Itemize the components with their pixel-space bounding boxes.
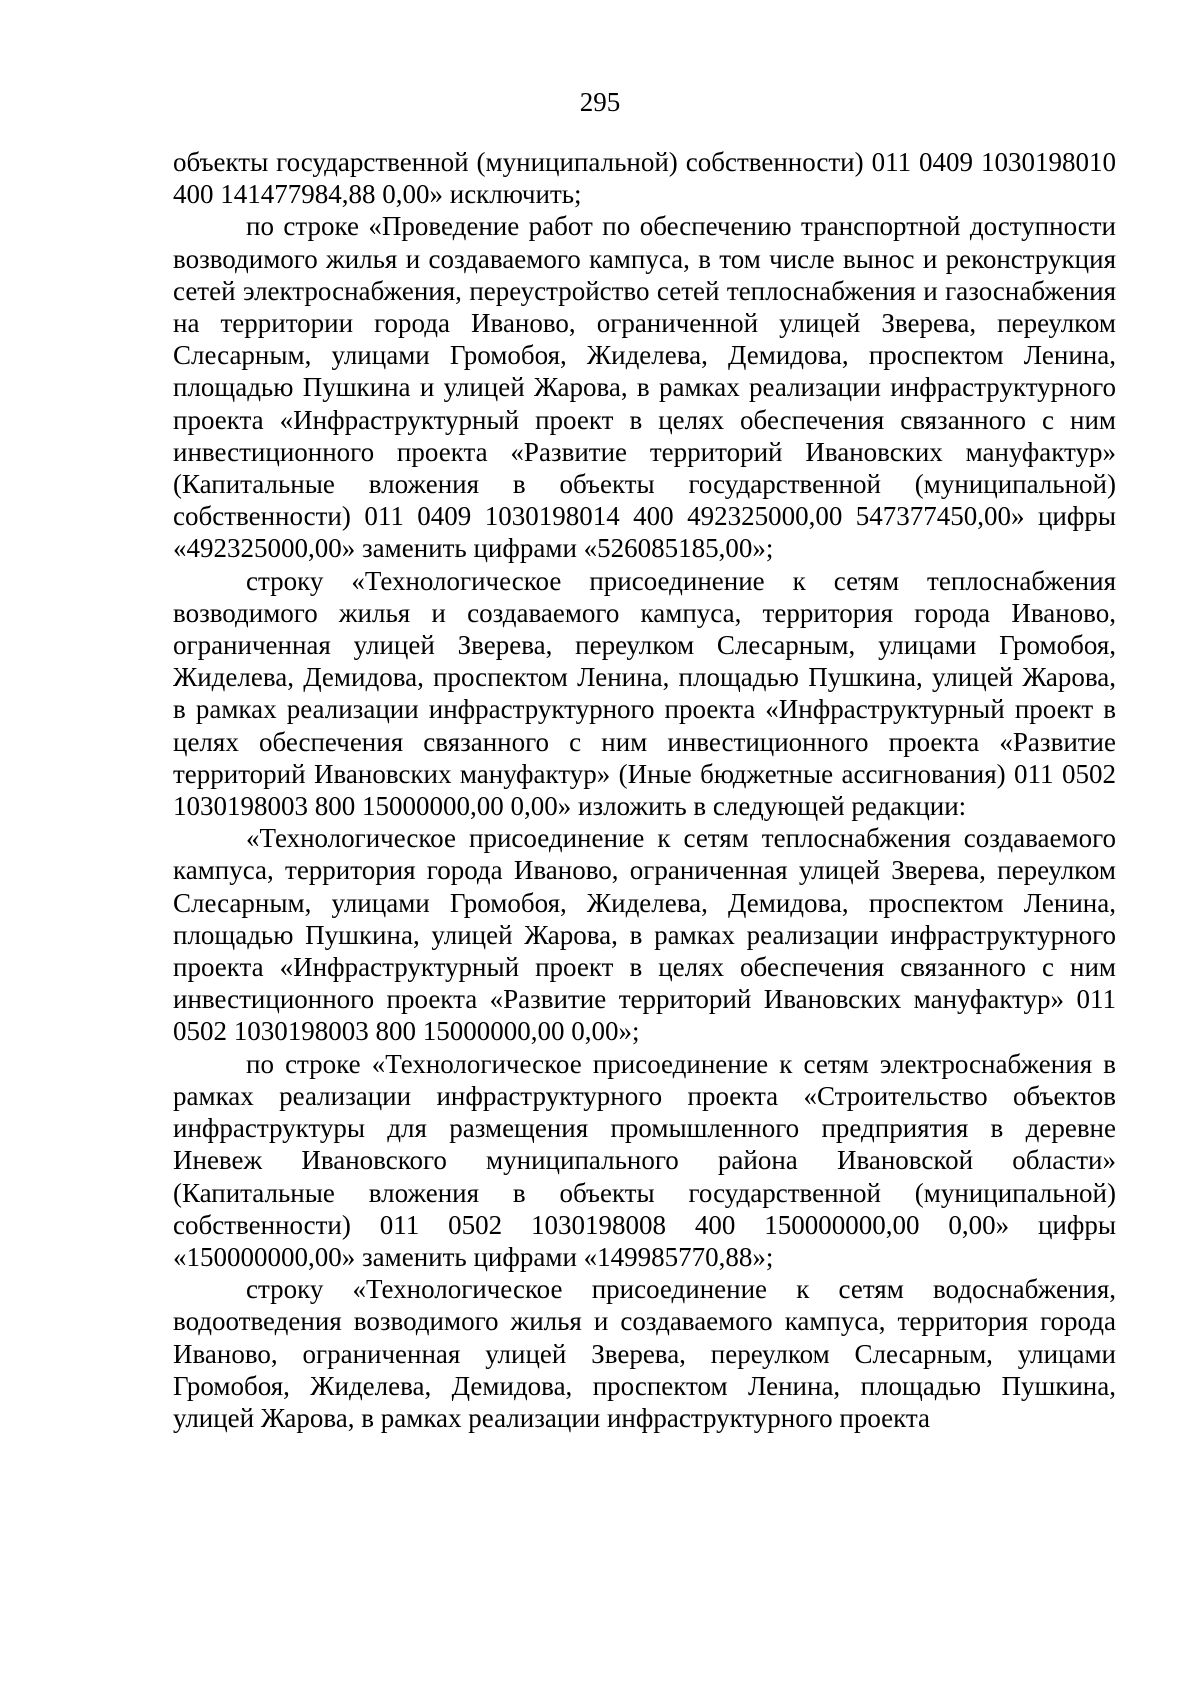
document-body (173, 146, 1116, 1434)
paragraph-1: объекты государственной (муниципальной) собственности) 011 0409 1030198010 400 141477984,88 0,00» исключить; (173, 147, 1116, 210)
paragraph-4: «Технологическое присоединение к сетям теплоснабжения создаваемого кампуса, территория города Иваново, ограниченная улицей Зверева, переулком Слесарным, улицами Громобоя, Жиделева, Демидова, проспектом Ленина, площадью Пушкина, улицей Жарова, в рамках реализации инфраструктурного проекта «Инфраструктурный проект в целях обеспечения связанного с ним инвестиционного проекта «Развитие территорий Ивановских мануфактур» 011 0502 1030198003 800 15000000,00 0,00»; (173, 823, 1116, 1047)
paragraph-5: по строке «Технологическое присоединение к сетям электроснабжения в рамках реализации инфраструктурного проекта «Строительство объектов инфраструктуры для размещения промышленного предприятия в деревне Иневеж Ивановского муниципального района Ивановской области» (Капитальные вложения в объекты государственной (муниципальной) собственности) 011 0502 1030198008 400 150000000,00 0,00» цифры «150000000,00» заменить цифрами «149985770,88»; (173, 1048, 1116, 1272)
paragraph-6: строку «Технологическое присоединение к сетям водоснабжения, водоотведения возводимого жилья и создаваемого кампуса, территория города Иваново, ограниченная улицей Зверева, переулком Слесарным, улицами Громобоя, Жиделева, Демидова, проспектом Ленина, площадью Пушкина, улицей Жарова, в рамках реализации инфраструктурного проекта (173, 1274, 1116, 1433)
paragraph-3: строку «Технологическое присоединение к сетям теплоснабжения возводимого жилья и создаваемого кампуса, территория города Иваново, ограниченная улицей Зверева, переулком Слесарным, улицами Громобоя, Жиделева, Демидова, проспектом Ленина, площадью Пушкина, улицей Жарова, в рамках реализации инфраструктурного проекта «Инфраструктурный проект в целях обеспечения связанного с ним инвестиционного проекта «Развитие территорий Ивановских мануфактур» (Иные бюджетные ассигнования) 011 0502 1030198003 800 15000000,00 0,00» изложить в следующей редакции: (173, 565, 1116, 822)
page-number: 295 (579, 87, 621, 117)
paragraph-2: по строке «Проведение работ по обеспечению транспортной доступности возводимого жилья и создаваемого кампуса, в том числе вынос и реконструкция сетей электроснабжения, переустройство сетей теплоснабжения и газоснабжения на территории города Иваново, ограниченной улицей Зверева, переулком Слесарным, улицами Громобоя, Жиделева, Демидова, проспектом Ленина, площадью Пушкина и улицей Жарова, в рамках реализации инфраструктурного проекта «Инфраструктурный проект в целях обеспечения связанного с ним инвестиционного проекта «Развитие территорий Ивановских мануфактур» (Капитальные вложения в объекты государственной (муниципальной) собственности) 011 0409 1030198014 400 492325000,00 547377450,00» цифры «492325000,00» заменить цифрами «526085185,00»; (173, 211, 1116, 564)
